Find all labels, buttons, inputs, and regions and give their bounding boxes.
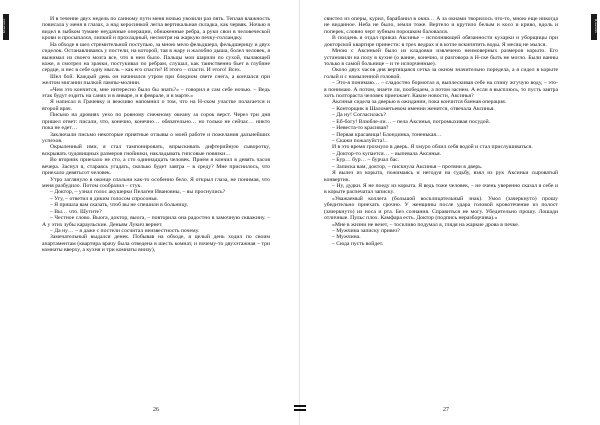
dialogue-line: – Ну, дудки. Я не поеду из корыта. Я ведь тоже человек, – не очень уверенно сказал я себе и в корыте распечатал записку. <box>324 182 558 196</box>
side-mark-left: Ы вачиях <box>2 18 6 34</box>
dialogue-line: – Скажи пожалуйста!.. <box>332 138 387 145</box>
dialogue-line: – Я пришла вам сказать, чтоб вы не спешили в больницу. <box>50 202 189 209</box>
dialogue-line: – Честное слово. Выога, доктор, выога, – повторила она радостно в замочную скважину. – А у этих зубы караульские. Деньям Лукич вернет. <box>42 215 270 228</box>
dialogue-line: – Мужчина. <box>332 234 361 241</box>
dialogue-line: – Доктор, – узнал голос акушерки Пелагеи Ивановны, – вы проснулись? <box>50 189 226 196</box>
dialogue-line: – Угу, – ответил я диким голосом спросонья. <box>50 195 159 202</box>
dialogue-line: – Да ну… – я даже с постели сосчитал неизвестность почему. <box>50 227 200 234</box>
paragraph: Окрыленный ими, я стал тампонировать, впрыскивать дифтерийную сыворотку, вскрывать чудовищных размеров гнойники, накладывать гипсовые повязки… <box>42 144 270 157</box>
dialogue-line: – Первая красавица! Блондинка, тоненькая… <box>332 131 442 138</box>
dialogue-line: – Бур… бур… – бурчал бас. <box>332 157 400 164</box>
page-number-right: 27 <box>443 407 449 413</box>
paragraph: Аксинья сидела за дверью в ожидании, пока кончится банная операция. <box>332 99 507 106</box>
dialogue-line: – Невеста-то красивая? <box>332 125 389 132</box>
right-text-block <box>324 16 558 400</box>
dialogue-line: – Вы… что. Шутите? <box>50 208 102 215</box>
paragraph: Я написал в Грачевку и вежливо напомнил о том, что на Н-ском участке полагается и второй врач. <box>42 99 270 112</box>
paragraph: Я вылез из корыта, пожимаясь и негодуя на судьбу, взял из рук Аксиньи сыроватый конвертик. <box>324 170 558 183</box>
dialogue-line: – Еб-богу! Влюбле-ли… – пела Аксинья, погромыхивая посудой. <box>332 118 491 125</box>
dialogue-line: – Сюда пусть войдет. <box>332 240 384 247</box>
paragraph: «Чем это кончится, мне интересно было бы знать?» – говорил я сам себе ночью. – Ведь этак будут ездить на санях и в январе, и в феврале, и в марте.» <box>42 86 270 100</box>
side-mark-right: Д вачиях <box>594 18 598 34</box>
paragraph: свистел из оперы, курил, барабанил в окна… А за окнами творилось что-то, мною еще никогда не виданное. Неба не было, земли тоже. Вертело и крутило белым и косо и криво, вдоль и поперек, словно черт зубным порошком баловался. <box>324 16 558 35</box>
dialogue-line: – Записка вам, доктор, – пискнула Аксинья – протяни в дверь. <box>332 163 483 170</box>
paragraph: И в течение двух недель по санному пути меня ночью увозили раз пять. Теплая влажность повисала у меня в глазах, а над керосинкой легла вертикальная складка, как червяк. Ночью я видел в зыбком тумане неудачные операции, обнаженные ребра, а руки свои в человеческой крови и просыпался, липкий и прохладный, несмотря на жаркую печку-голландку. <box>42 16 270 42</box>
menu-icon[interactable] <box>294 405 306 415</box>
left-text-block <box>42 16 270 400</box>
paragraph: Замечательный выдался денек. Побывав на обходе, я целый день ходил по своим апартаментам (квартира врачу была отведена в шесть комнат, и почему-то двухэтажная – три комнаты вверху, а кухня и три комнаты внизу), <box>42 234 270 254</box>
dialogue-line: – Это-я понимаю… – сладостно бормотал я, выплескивая себе на спину жгучую воду, – это-я понимаю. А потом, знаете ли, пообедаем, а потом заснем. А если я высплюсь, то пусть завтра хоть полтораста человек приезжает. Какие новости, Аксинья? <box>324 80 558 100</box>
paragraph: Около двух часов дня вертящаяся сетка за окном значительно поредела, а я сидел в корыте голый и с намыленной головой. <box>324 67 558 80</box>
paragraph: И в это время грохнуло в дверь. Я хмуро облил себя водой и стал прислушиваться. <box>332 144 533 151</box>
paragraph: Заключали письмо некоторые приятные отзывы о моей работе и пожелания дальнейших успехов. <box>42 131 270 145</box>
paragraph: Мною с Аксиньей было из кладовки извлечено неимоверных размеров корыто. Его установили на полу в кухне (о ванне, конечно, и разговора в Н-ске быть не могло. Были ванны только в самой больнице – и те испорченные). <box>324 48 558 67</box>
paragraph: «Уважаемый коллега (большой восклицательный знак). Умол (зачеркнуто) прошу убедительно приехать срочно. У женщины после удара головой кровотечение из полост (зачеркнуто) из носа и рта. Без сознания. Справиться не могу. Убедительно прошу. Лошади отличные. Пульс плох. Камфара есть. Доктор (подпись неразборчива).» <box>324 195 558 222</box>
page-number-left: 26 <box>153 407 159 413</box>
dialogue-line: – Да ну! Согласилась? <box>332 112 386 119</box>
paragraph: «Мне в жизни не везет, – тоскливо подумал я, глядя на жаркие дрова в печке. <box>332 221 520 228</box>
dialogue-line: – Мужчина записку привез? <box>332 227 400 234</box>
paragraph: Утро заглянуло в оконце спальни как-то особенно бело. Я открыл глаза, не понимая, что меня разбудило. Потом сообразил – стук. <box>42 176 270 189</box>
dialogue-line: – Доктор-то купается… – выпевала Аксинья. <box>332 150 442 157</box>
right-page <box>300 0 600 425</box>
paragraph: Письмо на дровнях уехо по ровному снежному океану за сорок верст. Через три дня пришел ответ: писали, что, конечно, конечно… обязательно… но только не сейчас… никто пока не едет… <box>42 112 270 132</box>
dialogue-line: – Конторщик в Шалометьевом имении женится, отвечала Аксинья. <box>332 105 495 112</box>
paragraph: Во вторник приехало не сто, а сто одиннадцать человек. Прием я кончил в девять часов вечера. Заснул я, стараясь угадать, сколько будет завтра – в среду? Мне приснилось, что приехало девятьсот человек. <box>42 157 270 177</box>
paragraph: Шел бой. Каждый день он начинался утром при бледном свете снега, а кончался при желтом мигании пылкой лампы-молнии. <box>42 73 270 87</box>
paragraph: В полдень я отдал приказ Аксинье – исполняющей обязанности кухарки и уборщицы при докторской квартире принести: в трех ведрах и в котле вскипятить воды. Я месяц не мылся. <box>324 35 558 48</box>
paragraph: На обходе я шел стремительной поступью, за мною мело фельдшера, фельдшерицу и двух сиделок. Останавливаясь у постели, на которой, тая в жару и жалобно дыша, болел человек, я выжимал из своего мозга все, что в нем было. Пальцы мои шарили по сухой, пылающей коже, я смотрел на зрачки, постукивал по ребрам, слушал, как таинственно бьет в глубине сердце, и нес в себе одну мысль – как его спасти? И этого – спасти. И этого! Всех. <box>42 41 270 74</box>
